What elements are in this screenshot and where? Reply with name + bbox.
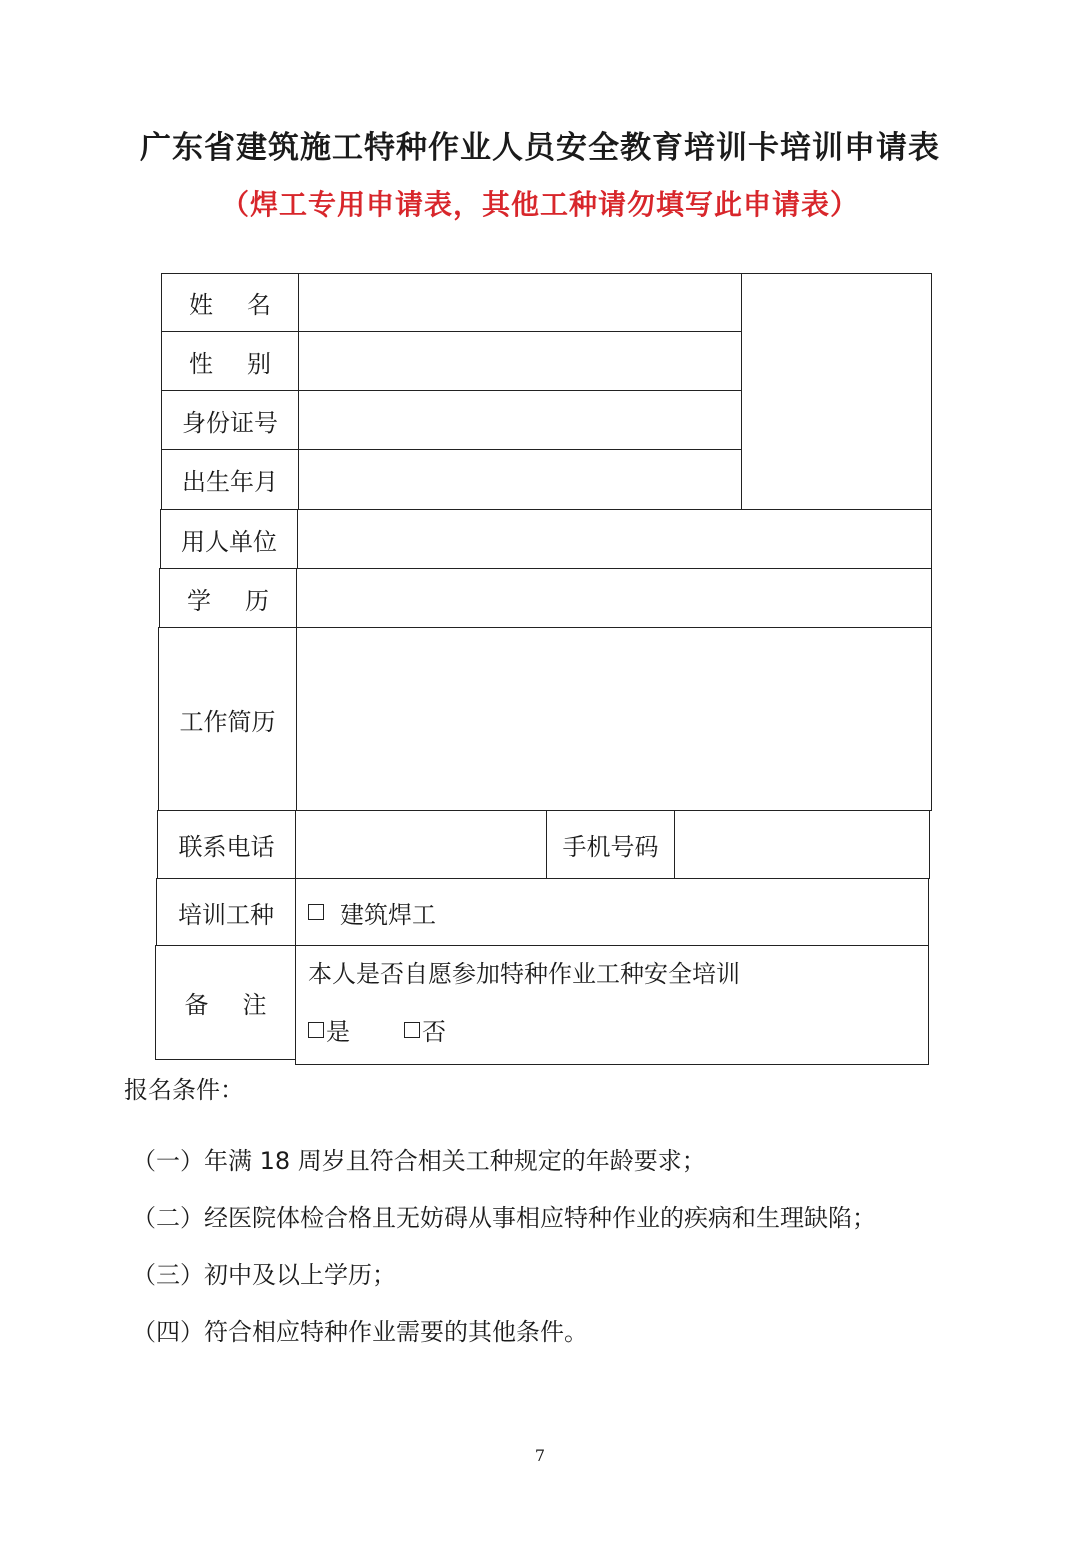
no-label: 否 (422, 1018, 446, 1046)
phone-field[interactable] (295, 810, 547, 879)
training-option-label: 建筑焊工 (340, 900, 436, 929)
id-number-label: 身份证号 (161, 390, 299, 450)
birth-date-label: 出生年月 (161, 449, 299, 510)
training-type-label: 培训工种 (156, 878, 296, 946)
work-history-field[interactable] (296, 627, 932, 811)
page-subtitle: （焊工专用申请表，其他工种请勿填写此申请表） (220, 188, 859, 221)
gender-field[interactable] (298, 331, 742, 391)
gender-label: 性别 (161, 331, 299, 391)
condition-item: （三）初中及以上学历； (132, 1261, 396, 1289)
employer-field[interactable] (297, 509, 932, 569)
volunteer-options (308, 1012, 480, 1047)
training-type-field (295, 878, 929, 946)
training-option-checkbox[interactable] (308, 904, 324, 920)
no-option[interactable] (404, 1012, 446, 1047)
application-form (155, 273, 932, 1065)
page-number: 7 (534, 1446, 546, 1465)
yes-checkbox[interactable] (308, 1022, 324, 1038)
condition-item: （一）年满 18 周岁且符合相关工种规定的年龄要求； (132, 1147, 706, 1175)
registration-conditions (124, 1070, 1004, 1373)
birth-date-field[interactable] (298, 449, 742, 510)
education-label: 学历 (159, 568, 297, 628)
remarks-field (295, 945, 929, 1065)
employer-label: 用人单位 (160, 509, 298, 569)
name-field[interactable] (298, 273, 742, 332)
mobile-label: 手机号码 (546, 810, 675, 879)
mobile-field[interactable] (674, 810, 930, 879)
yes-label: 是 (326, 1018, 350, 1046)
remarks-label: 备注 (155, 945, 296, 1060)
education-field[interactable] (296, 568, 932, 628)
name-label: 姓名 (161, 273, 299, 332)
condition-item: （二）经医院体检合格且无妨碍从事相应特种作业的疾病和生理缺陷； (132, 1204, 876, 1232)
id-number-field[interactable] (298, 390, 742, 450)
remarks-question: 本人是否自愿参加特种作业工种安全培训 (308, 960, 740, 988)
yes-option[interactable] (308, 1012, 350, 1047)
page-title: 广东省建筑施工特种作业人员安全教育培训卡培训申请表 (140, 130, 940, 166)
no-checkbox[interactable] (404, 1022, 420, 1038)
phone-label: 联系电话 (157, 810, 296, 879)
photo-box[interactable] (741, 273, 932, 510)
conditions-heading: 报名条件： (124, 1076, 244, 1104)
condition-item: （四）符合相应特种作业需要的其他条件。 (132, 1318, 588, 1346)
work-history-label: 工作简历 (158, 627, 297, 811)
